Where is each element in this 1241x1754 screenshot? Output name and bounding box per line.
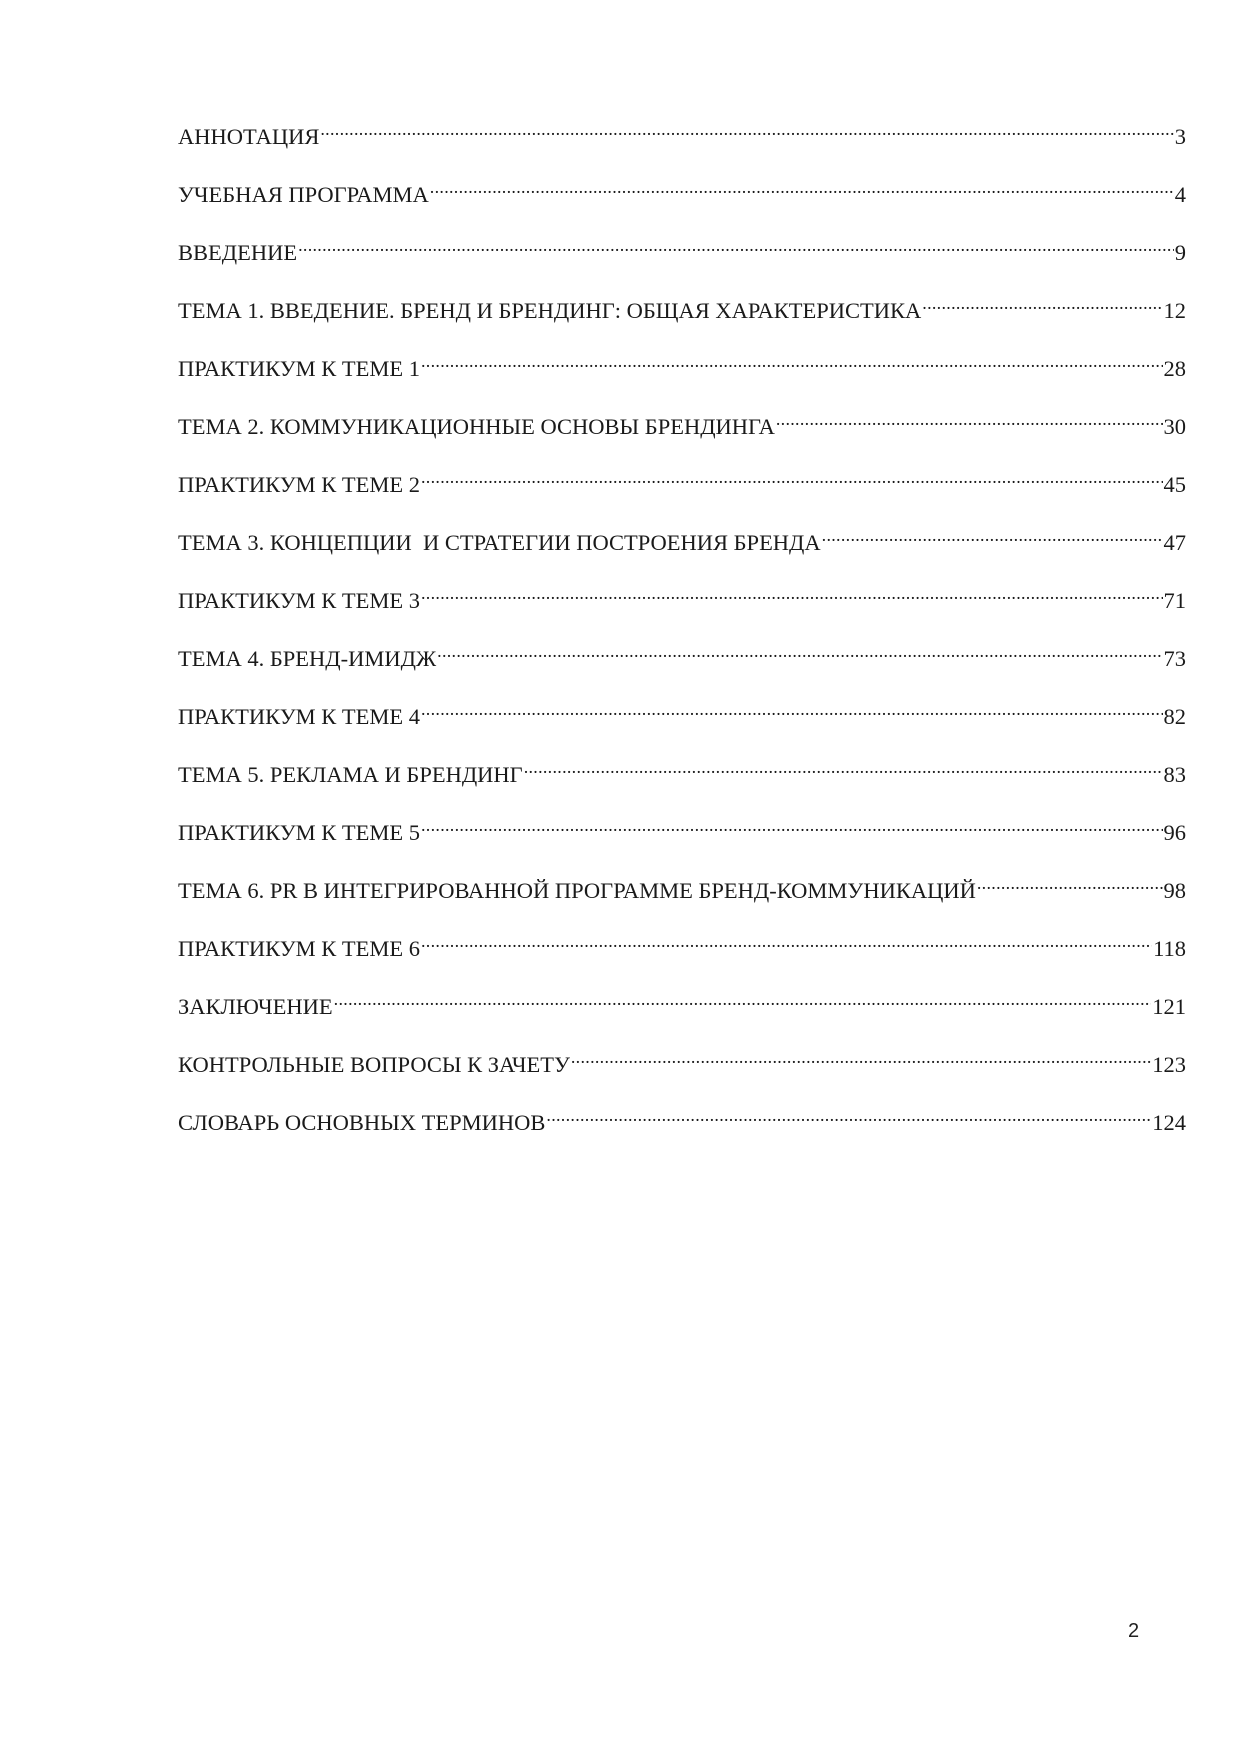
toc-entry[interactable] [178, 578, 1186, 636]
toc-entry-title: ТЕМА 1. ВВЕДЕНИЕ. БРЕНД И БРЕНДИНГ: ОБЩАЯ ХАРАКТЕРИСТИКА [178, 298, 922, 323]
table-of-contents [178, 114, 1186, 1158]
toc-entry-page: 73 [1163, 646, 1186, 671]
toc-entry[interactable] [178, 172, 1186, 230]
toc-entry-page: 9 [1174, 240, 1186, 265]
toc-dot-leader [421, 578, 1163, 608]
toc-entry[interactable] [178, 926, 1186, 984]
toc-entry-title: ТЕМА 4. БРЕНД-ИМИДЖ [178, 646, 437, 671]
toc-dot-leader [977, 868, 1163, 898]
toc-entry-title: ТЕМА 5. РЕКЛАМА И БРЕНДИНГ [178, 762, 523, 787]
toc-entry-title: ПРАКТИКУМ К ТЕМЕ 6 [178, 936, 420, 961]
toc-entry-title: ТЕМА 3. КОНЦЕПЦИИ И СТРАТЕГИИ ПОСТРОЕНИЯ БРЕНДА [178, 530, 821, 555]
toc-entry[interactable] [178, 1100, 1186, 1158]
toc-entry-page: 121 [1152, 994, 1186, 1019]
toc-dot-leader [334, 984, 1152, 1014]
toc-entry[interactable] [178, 114, 1186, 172]
toc-entry[interactable] [178, 288, 1186, 346]
toc-entry[interactable] [178, 1042, 1186, 1100]
toc-entry-page: 71 [1163, 588, 1186, 613]
toc-dot-leader [421, 694, 1163, 724]
toc-entry-title: ТЕМА 6. PR В ИНТЕГРИРОВАННОЙ ПРОГРАММЕ БРЕНД-КОММУНИКАЦИЙ [178, 878, 976, 903]
toc-entry-page: 124 [1152, 1110, 1186, 1135]
toc-dot-leader [430, 172, 1174, 202]
toc-entry[interactable] [178, 346, 1186, 404]
toc-dot-leader [776, 404, 1163, 434]
toc-dot-leader [421, 810, 1163, 840]
toc-entry[interactable] [178, 520, 1186, 578]
toc-dot-leader [298, 230, 1174, 260]
toc-entry-title: КОНТРОЛЬНЫЕ ВОПРОСЫ К ЗАЧЕТУ [178, 1052, 570, 1077]
toc-entry-page: 30 [1163, 414, 1186, 439]
toc-entry[interactable] [178, 984, 1186, 1042]
toc-entry-page: 96 [1163, 820, 1186, 845]
toc-entry-title: УЧЕБНАЯ ПРОГРАММА [178, 182, 429, 207]
toc-entry-title: ПРАКТИКУМ К ТЕМЕ 2 [178, 472, 420, 497]
toc-entry-page: 47 [1163, 530, 1186, 555]
toc-dot-leader [922, 288, 1162, 318]
page-number: 2 [1128, 1620, 1140, 1642]
toc-entry-title: ВВЕДЕНИЕ [178, 240, 298, 265]
toc-entry-page: 82 [1163, 704, 1186, 729]
toc-entry-page: 98 [1163, 878, 1186, 903]
toc-dot-leader [421, 462, 1163, 492]
toc-entry-title: АННОТАЦИЯ [178, 124, 320, 149]
toc-dot-leader [546, 1100, 1151, 1130]
toc-entry[interactable] [178, 230, 1186, 288]
toc-entry-title: ЗАКЛЮЧЕНИЕ [178, 994, 333, 1019]
toc-entry-title: ПРАКТИКУМ К ТЕМЕ 4 [178, 704, 420, 729]
toc-dot-leader [571, 1042, 1151, 1072]
toc-entry-title: ТЕМА 2. КОММУНИКАЦИОННЫЕ ОСНОВЫ БРЕНДИНГА [178, 414, 775, 439]
toc-entry-title: ПРАКТИКУМ К ТЕМЕ 1 [178, 356, 420, 381]
toc-entry-page: 83 [1163, 762, 1186, 787]
toc-entry-page: 118 [1153, 936, 1186, 961]
toc-entry-page: 12 [1163, 298, 1186, 323]
toc-entry-title: СЛОВАРЬ ОСНОВНЫХ ТЕРМИНОВ [178, 1110, 546, 1135]
toc-entry[interactable] [178, 868, 1186, 926]
toc-entry-page: 4 [1174, 182, 1186, 207]
toc-dot-leader [421, 926, 1152, 956]
toc-entry[interactable] [178, 752, 1186, 810]
toc-entry-page: 3 [1174, 124, 1186, 149]
toc-entry[interactable] [178, 810, 1186, 868]
toc-entry-page: 45 [1163, 472, 1186, 497]
toc-entry[interactable] [178, 404, 1186, 462]
toc-entry-title: ПРАКТИКУМ К ТЕМЕ 5 [178, 820, 420, 845]
toc-entry[interactable] [178, 694, 1186, 752]
toc-entry-title: ПРАКТИКУМ К ТЕМЕ 3 [178, 588, 420, 613]
toc-dot-leader [421, 346, 1163, 376]
toc-entry[interactable] [178, 636, 1186, 694]
toc-dot-leader [822, 520, 1163, 550]
toc-entry-page: 28 [1163, 356, 1186, 381]
toc-dot-leader [524, 752, 1163, 782]
toc-dot-leader [437, 636, 1162, 666]
toc-entry[interactable] [178, 462, 1186, 520]
toc-entry-page: 123 [1152, 1052, 1186, 1077]
toc-dot-leader [320, 114, 1173, 144]
